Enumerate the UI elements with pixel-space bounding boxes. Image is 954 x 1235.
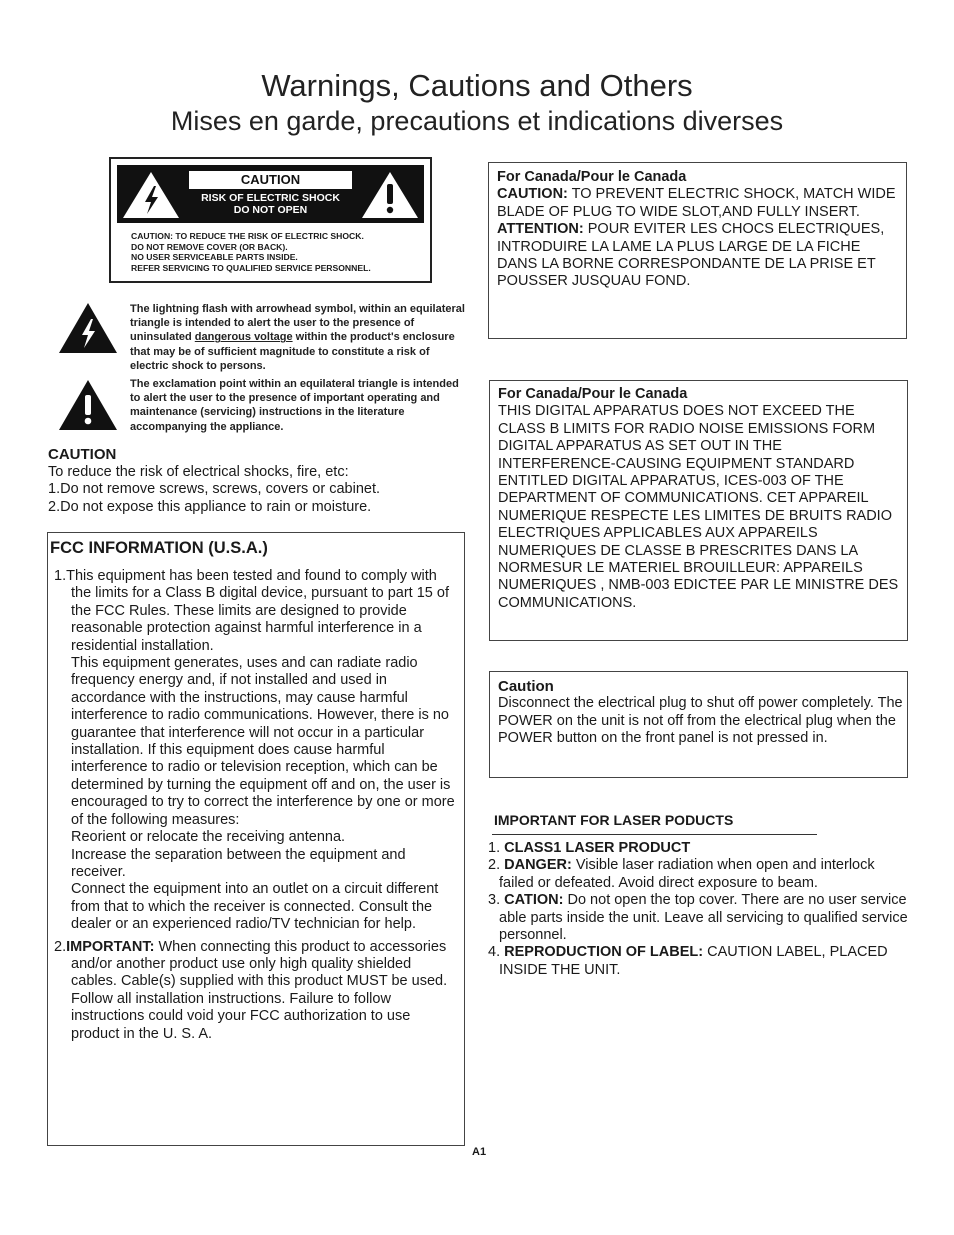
page-subtitle: Mises en garde, precautions et indications diverses xyxy=(170,106,784,136)
page-number: A1 xyxy=(472,1146,487,1158)
exclamation-symbol-description: The exclamation point within an equilateral triangle is intended to alert the user to the presence of important operating and maintenance (servicing) instructions in the literature accompanying the appliance. xyxy=(130,378,459,433)
caution-label-text: CAUTION: TO REDUCE THE RISK OF ELECTRIC SHOCK. DO NOT REMOVE COVER (OR BACK). NO USER SERVICEABLE PARTS INSIDE. REFER SERVICING TO QUALIFIED SERVICE PERSONNEL. xyxy=(131,231,371,273)
lightning-triangle-icon xyxy=(57,301,119,355)
laser-list xyxy=(488,840,908,979)
canada-plug-box xyxy=(488,162,907,339)
canada-ices-title: For Canada/Pour le Canada xyxy=(498,386,688,402)
caution-label xyxy=(109,157,432,283)
caution-heading: CAUTION xyxy=(48,446,117,463)
canada-ices-box xyxy=(489,380,908,641)
canada-plug-attention: ATTENTION: POUR EVITER LES CHOCS ELECTRIQUES, INTRODUIRE LA LAME LA PLUS LARGE DE LA FICHE DANS LA BORNE CORRESPONDANTE DE LA PRISE ET POUSSER JUSQUAU FOND. xyxy=(497,221,885,290)
caution-power-title: Caution xyxy=(498,678,554,695)
fcc-measure-1: Reorient or relocate the receiving antenna. xyxy=(71,829,346,846)
exclamation-warning-icon xyxy=(360,170,420,220)
caution-label-subtext: RISK OF ELECTRIC SHOCK DO NOT OPEN xyxy=(201,192,340,216)
fcc-measure-2: Increase the separation between the equipment and receiver. xyxy=(71,846,406,880)
caution-label-heading: CAUTION xyxy=(189,171,352,189)
canada-ices-text: THIS DIGITAL APPARATUS DOES NOT EXCEED THE CLASS B LIMITS FOR RADIO NOISE EMISSIONS FORM DIGITAL APPARATUS AS SET OUT IN THE INTERFERENCE-CAUSING EQUIPMENT STANDARD ENTITLED DIGITAL APPARATUS, ICES-003 OF THE DEPARTMENT OF COMMUNICATIONS. CET APPAREIL NUMERIQUE RESPECTE LES LIMITES DE BRUITS RADIO ELECTRIQUES APPLICABLES AUX APPAREILS NUMERIQUES DE CLASSE B PRESCRITES DANS LA NORMESUR LE MATERIEL BROUILLEUR: APPAREILS NUMERIQUES , NMB-003 EDICTEE PAR LE MINISTRE DES COMMUNICATIONS. xyxy=(498,403,899,611)
fcc-item-1-continued: This equipment generates, uses and can radiate radio frequency energy and, if not installed and used in accordance with the instructions, may cause harmful interference to radio communications. However, there is no guarantee that interference will not occur in a particular installation. If this equipment does cause harmful interference to radio or television reception, which can be determined by turning the equipment off and on, the user is encouraged to try to correct the interference by one or more of the following measures: xyxy=(71,655,455,828)
exclamation-triangle-icon xyxy=(57,378,119,432)
laser-item-2: 2. DANGER: Visible laser radiation when open and interlock failed or defeated. Avoid direct exposure to beam. xyxy=(488,857,875,891)
caution-label-banner xyxy=(117,165,424,223)
fcc-body xyxy=(54,568,460,1043)
fcc-measure-3: Connect the equipment into an outlet on a circuit different from that to which the receiver is connected. Consult the dealer or an experienced radio/TV technician for help. xyxy=(71,881,439,933)
fcc-item-1: 1.This equipment has been tested and found to comply with the limits for a Class B digital device, pursuant to part 15 of the FCC Rules. These limits are designed to provide reasonable protection against harmful interference in a residential installation. xyxy=(54,568,449,654)
fcc-information-box xyxy=(47,532,465,1146)
canada-plug-title: For Canada/Pour le Canada xyxy=(497,169,687,185)
laser-item-3: 3. CATION: Do not open the top cover. There are no user service able parts inside the unit. Leave all servicing to qualified service personnel. xyxy=(488,892,908,944)
laser-item-4: 4. REPRODUCTION OF LABEL: CAUTION LABEL, PLACED INSIDE THE UNIT. xyxy=(488,944,888,978)
caution-list: To reduce the risk of electrical shocks, fire, etc: 1.Do not remove screws, screws, covers or cabinet. 2.Do not expose this appliance to rain or moisture. xyxy=(48,464,381,515)
fcc-title: FCC INFORMATION (U.S.A.) xyxy=(50,539,268,557)
lightning-symbol-description: The lightning flash with arrowhead symbol, within an equilateral triangle is intended to alert the user to the presence of uninsulated dangerous voltage within the product's enclosure that may be of sufficient magnitude to constitute a risk of electric shock to persons. xyxy=(130,303,465,372)
caution-power-box xyxy=(489,671,908,778)
caution-power-text: Disconnect the electrical plug to shut off power completely. The POWER on the unit is not off from the electrical plug when the POWER button on the front panel is not pressed in. xyxy=(498,695,903,747)
canada-plug-caution: CAUTION: TO PREVENT ELECTRIC SHOCK, MATCH WIDE BLADE OF PLUG TO WIDE SLOT,AND FULLY INSERT. xyxy=(497,186,896,220)
fcc-item-2: 2.IMPORTANT: When connecting this product to accessories and/or another product use only high quality shielded cables. Cable(s) supplied with this product MUST be used. Follow all installation instructions. Failure to follow instructions could void your FCC authorization to use product in the U. S. A. xyxy=(54,938,448,1042)
laser-section-title: IMPORTANT FOR LASER PODUCTS xyxy=(494,812,734,828)
lightning-warning-icon xyxy=(121,170,181,220)
laser-title-divider xyxy=(492,834,817,835)
page-title: Warnings, Cautions and Others xyxy=(261,68,693,103)
laser-item-1: 1. CLASS1 LASER PRODUCT xyxy=(488,840,691,856)
